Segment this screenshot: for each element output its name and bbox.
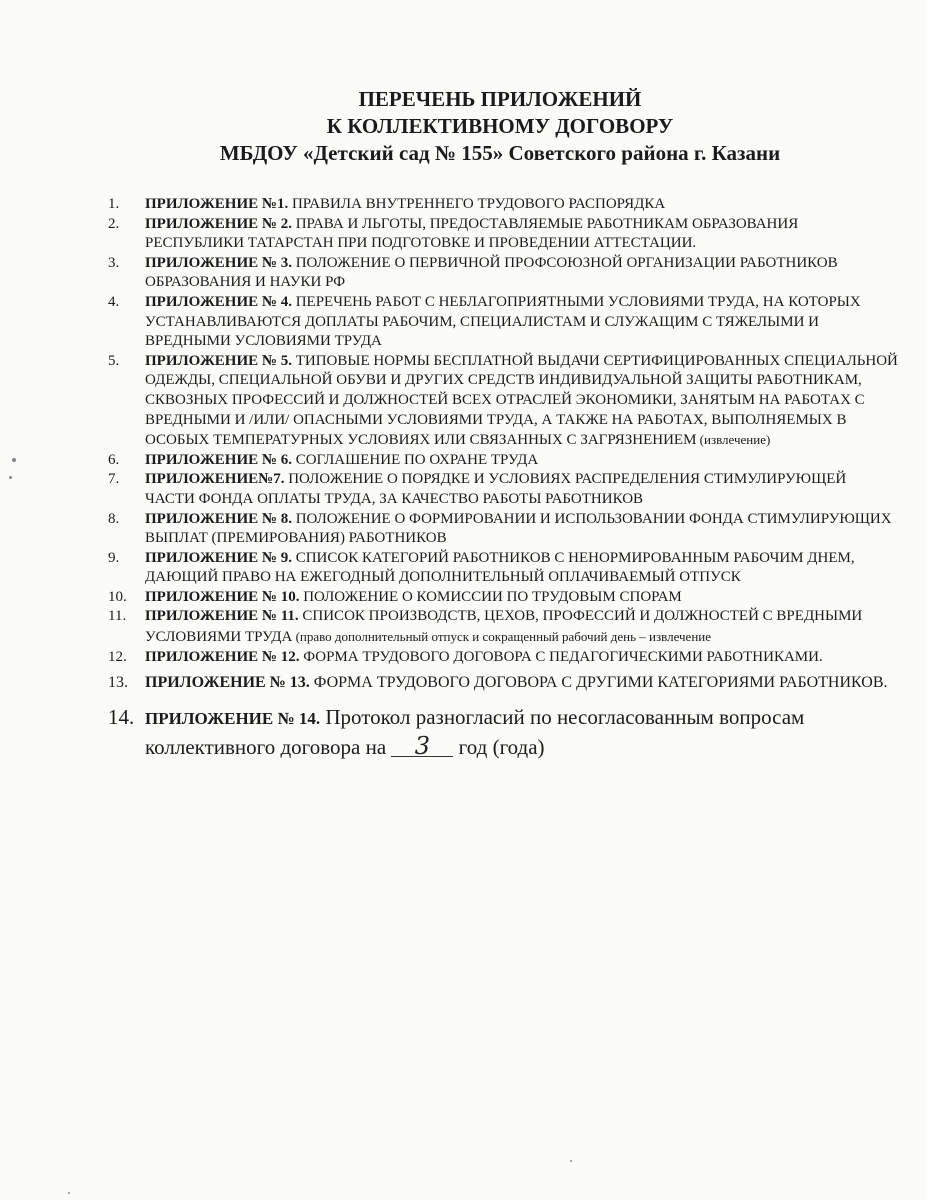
item-label: ПРИЛОЖЕНИЕ № 11.	[145, 608, 299, 625]
item-label: ПРИЛОЖЕНИЕ № 6.	[145, 451, 292, 468]
item-number: 2.	[108, 215, 120, 232]
item-number: 4.	[108, 293, 120, 310]
item-number: 12.	[108, 648, 127, 665]
scan-speck	[570, 1160, 572, 1162]
item-number: 11.	[108, 608, 127, 625]
item-text: ПРАВА И ЛЬГОТЫ, ПРЕДОСТАВЛЯЕМЫЕ РАБОТНИКАМ ОБРАЗОВАНИЯ РЕСПУБЛИКИ ТАТАРСТАН ПРИ ПОДГОТОВКЕ И ПРОВЕДЕНИИ АТТЕСТАЦИИ.	[145, 215, 799, 252]
item-note: (право дополнительный отпуск и сокращенный рабочий день – извлечение	[292, 629, 712, 645]
item-number: 6.	[108, 451, 120, 468]
item-note: (извлечение)	[696, 432, 771, 448]
item-text: ПЕРЕЧЕНЬ РАБОТ С НЕБЛАГОПРИЯТНЫМИ УСЛОВИЯМИ ТРУДА, НА КОТОРЫХ УСТАНАВЛИВАЮТСЯ ДОПЛАТЫ РАБОЧИМ, СПЕЦИАЛИСТАМ И СЛУЖАЩИМ С ТЯЖЕЛЫМИ И ВРЕДНЫМИ УСЛОВИЯМИ ТРУДА	[145, 293, 861, 350]
item-text: СПИСОК КАТЕГОРИЙ РАБОТНИКОВ С НЕНОРМИРОВАННЫМ РАБОЧИМ ДНЕМ, ДАЮЩИЙ ПРАВО НА ЕЖЕГОДНЫЙ ДОПОЛНИТЕЛЬНЫЙ ОПЛАЧИВАЕМЫЙ ОТПУСК	[145, 549, 855, 586]
item-text: ТИПОВЫЕ НОРМЫ БЕСПЛАТНОЙ ВЫДАЧИ СЕРТИФИЦИРОВАННЫХ СПЕЦИАЛЬНОЙ ОДЕЖДЫ, СПЕЦИАЛЬНОЙ ОБУВИ И ДРУГИХ СРЕДСТВ ИНДИВИДУАЛЬНОЙ ЗАЩИТЫ РАБОТНИКАМ, СКВОЗНЫХ ПРОФЕССИЙ И ДОЛЖНОСТЕЙ ВСЕХ ОТРАСЛЕЙ ЭКОНОМИКИ, ЗАНЯТЫМ НА РАБОТАХ С ВРЕДНЫМИ И /ИЛИ/ ОПАСНЫМИ УСЛОВИЯМИ ТРУДА, А ТАКЖЕ НА РАБОТАХ, ВЫПОЛНЯЕМЫХ В ОСОБЫХ ТЕМПЕРАТУРНЫХ УСЛОВИЯХ ИЛИ СВЯЗАННЫХ С ЗАГРЯЗНЕНИЕМ	[145, 352, 898, 449]
list-item	[108, 352, 898, 451]
item-label: ПРИЛОЖЕНИЕ № 2.	[145, 215, 292, 232]
list-item	[108, 293, 898, 352]
title-line-2: К КОЛЛЕКТИВНОМУ ДОГОВОРУ	[326, 114, 674, 138]
scan-speck	[68, 1192, 70, 1194]
item-number: 9.	[108, 549, 120, 566]
list-item	[108, 703, 898, 761]
item-suffix: год (года)	[453, 735, 545, 760]
list-item	[108, 549, 898, 588]
item-text: СОГЛАШЕНИЕ ПО ОХРАНЕ ТРУДА	[291, 451, 539, 468]
item-label: ПРИЛОЖЕНИЕ № 3.	[145, 254, 292, 271]
list-item	[108, 671, 898, 695]
item-text: ФОРМА ТРУДОВОГО ДОГОВОРА С ПЕДАГОГИЧЕСКИМИ РАБОТНИКАМИ.	[299, 648, 823, 665]
item-text: СПИСОК ПРОИЗВОДСТВ, ЦЕХОВ, ПРОФЕССИЙ И ДОЛЖНОСТЕЙ С ВРЕДНЫМИ УСЛОВИЯМИ ТРУДА	[145, 608, 863, 646]
item-label: ПРИЛОЖЕНИЕ №1.	[145, 196, 289, 212]
title-line-1: ПЕРЕЧЕНЬ ПРИЛОЖЕНИЙ	[358, 87, 642, 111]
item-text: ПОЛОЖЕНИЕ О ФОРМИРОВАНИИ И ИСПОЛЬЗОВАНИИ ФОНДА СТИМУЛИРУЮЩИХ ВЫПЛАТ (ПРЕМИРОВАНИЯ) РАБОТНИКОВ	[145, 510, 892, 547]
item-number: 13.	[108, 674, 128, 692]
item-label: ПРИЛОЖЕНИЕ № 14.	[145, 709, 321, 729]
list-item	[108, 648, 898, 668]
item-number: 1.	[108, 196, 120, 212]
item-text: ПОЛОЖЕНИЕ О ПЕРВИЧНОЙ ПРОФСОЮЗНОЙ ОРГАНИЗАЦИИ РАБОТНИКОВ ОБРАЗОВАНИЯ И НАУКИ РФ	[145, 254, 838, 291]
item-label: ПРИЛОЖЕНИЕ № 10.	[145, 588, 300, 605]
item-text: Протокол разногласий по несогласованным вопросам коллективного договора на	[145, 705, 805, 760]
list-item	[108, 254, 898, 293]
item-number: 8.	[108, 510, 120, 527]
item-number: 14.	[108, 705, 135, 730]
list-item	[108, 451, 898, 471]
appendix-list	[108, 195, 898, 761]
title-line-3: МБДОУ «Детский сад № 155» Советского района г. Казани	[219, 141, 781, 165]
item-label: ПРИЛОЖЕНИЕ№7.	[145, 471, 285, 488]
handwritten-year-count: 3	[391, 736, 453, 757]
item-number: 5.	[108, 352, 120, 369]
item-label: ПРИЛОЖЕНИЕ № 8.	[145, 510, 292, 527]
item-label: ПРИЛОЖЕНИЕ № 4.	[145, 293, 292, 310]
list-item	[108, 470, 898, 509]
item-text: ФОРМА ТРУДОВОГО ДОГОВОРА С ДРУГИМИ КАТЕГОРИЯМИ РАБОТНИКОВ.	[309, 674, 888, 692]
list-item	[108, 588, 898, 608]
document-title	[110, 86, 890, 167]
item-number: 7.	[108, 471, 120, 488]
item-number: 10.	[108, 588, 127, 605]
item-text: ПОЛОЖЕНИЕ О КОМИССИИ ПО ТРУДОВЫМ СПОРАМ	[299, 588, 682, 605]
item-label: ПРИЛОЖЕНИЕ № 13.	[145, 674, 310, 692]
item-label: ПРИЛОЖЕНИЕ № 9.	[145, 549, 292, 566]
item-label: ПРИЛОЖЕНИЕ № 5.	[145, 352, 292, 369]
list-item	[108, 215, 898, 254]
list-item	[108, 510, 898, 549]
list-item	[108, 195, 898, 215]
list-item	[108, 607, 898, 647]
item-label: ПРИЛОЖЕНИЕ № 12.	[145, 648, 300, 665]
scan-speck	[9, 476, 12, 479]
scan-speck	[12, 458, 16, 462]
item-number: 3.	[108, 254, 120, 271]
item-text: ПРАВИЛА ВНУТРЕННЕГО ТРУДОВОГО РАСПОРЯДКА	[288, 196, 666, 212]
item-text: ПОЛОЖЕНИЕ О ПОРЯДКЕ И УСЛОВИЯХ РАСПРЕДЕЛЕНИЯ СТИМУЛИРУЮЩЕЙ ЧАСТИ ФОНДА ОПЛАТЫ ТРУДА, ЗА КАЧЕСТВО РАБОТЫ РАБОТНИКОВ	[145, 471, 847, 507]
